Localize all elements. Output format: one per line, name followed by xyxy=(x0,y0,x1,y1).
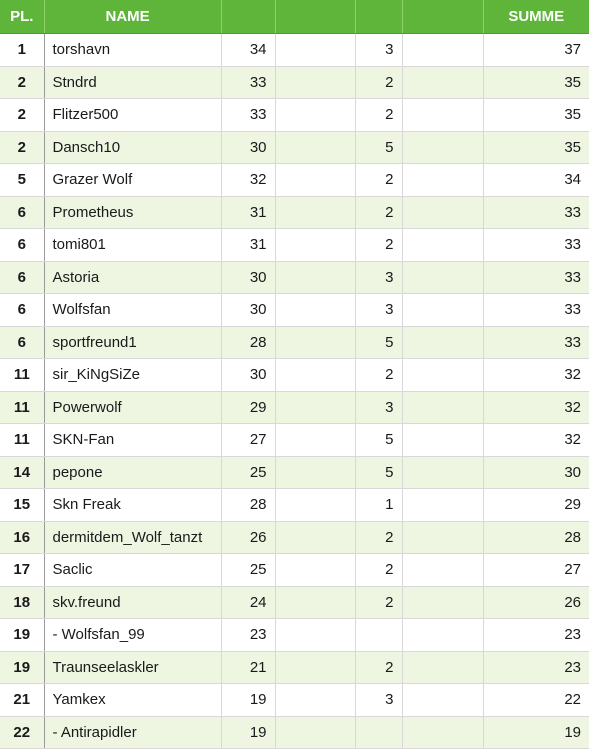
points-a-cell: 26 xyxy=(221,521,275,554)
rank-cell: 5 xyxy=(0,164,44,197)
points-a-cell: 30 xyxy=(221,131,275,164)
points-b-cell: 3 xyxy=(355,684,402,717)
header-sum: SUMME xyxy=(483,0,589,34)
name-cell: sir_KiNgSiZe xyxy=(44,359,221,392)
points-a-cell: 25 xyxy=(221,554,275,587)
points-a-cell: 19 xyxy=(221,684,275,717)
table-row xyxy=(0,489,589,522)
empty-cell xyxy=(275,391,355,424)
header-row xyxy=(0,0,589,34)
points-a-cell: 19 xyxy=(221,716,275,749)
sum-cell: 32 xyxy=(483,391,589,424)
name-cell: torshavn xyxy=(44,34,221,67)
points-a-cell: 30 xyxy=(221,261,275,294)
table-row xyxy=(0,294,589,327)
rank-cell: 15 xyxy=(0,489,44,522)
header-rank: PL. xyxy=(0,0,44,34)
points-a-cell: 23 xyxy=(221,619,275,652)
sum-cell: 33 xyxy=(483,261,589,294)
sum-cell: 22 xyxy=(483,684,589,717)
points-a-cell: 24 xyxy=(221,586,275,619)
empty-cell xyxy=(275,619,355,652)
name-cell: Grazer Wolf xyxy=(44,164,221,197)
empty-cell xyxy=(402,326,483,359)
rank-cell: 2 xyxy=(0,131,44,164)
points-a-cell: 33 xyxy=(221,99,275,132)
table-row xyxy=(0,34,589,67)
empty-cell xyxy=(402,424,483,457)
name-cell: Flitzer500 xyxy=(44,99,221,132)
sum-cell: 33 xyxy=(483,196,589,229)
points-a-cell: 28 xyxy=(221,326,275,359)
empty-cell xyxy=(275,456,355,489)
table-row xyxy=(0,554,589,587)
sum-cell: 33 xyxy=(483,326,589,359)
empty-cell xyxy=(402,456,483,489)
sum-cell: 29 xyxy=(483,489,589,522)
name-cell: dermitdem_Wolf_tanzt xyxy=(44,521,221,554)
sum-cell: 19 xyxy=(483,716,589,749)
empty-cell xyxy=(402,619,483,652)
sum-cell: 23 xyxy=(483,651,589,684)
rank-cell: 14 xyxy=(0,456,44,489)
table-row xyxy=(0,229,589,262)
name-cell: tomi801 xyxy=(44,229,221,262)
name-cell: - Antirapidler xyxy=(44,716,221,749)
points-a-cell: 27 xyxy=(221,424,275,457)
name-cell: sportfreund1 xyxy=(44,326,221,359)
rank-cell: 11 xyxy=(0,391,44,424)
empty-cell xyxy=(402,359,483,392)
empty-cell xyxy=(275,131,355,164)
header-col-gap2 xyxy=(402,0,483,34)
rank-cell: 19 xyxy=(0,619,44,652)
name-cell: - Wolfsfan_99 xyxy=(44,619,221,652)
points-b-cell: 2 xyxy=(355,99,402,132)
empty-cell xyxy=(275,326,355,359)
points-b-cell: 5 xyxy=(355,456,402,489)
points-b-cell: 2 xyxy=(355,554,402,587)
table-body xyxy=(0,34,589,749)
points-a-cell: 21 xyxy=(221,651,275,684)
rank-cell: 6 xyxy=(0,294,44,327)
header-col-b xyxy=(355,0,402,34)
points-b-cell: 1 xyxy=(355,489,402,522)
points-b-cell: 2 xyxy=(355,521,402,554)
table-row xyxy=(0,196,589,229)
table-row xyxy=(0,359,589,392)
name-cell: Stndrd xyxy=(44,66,221,99)
rank-cell: 2 xyxy=(0,66,44,99)
points-a-cell: 29 xyxy=(221,391,275,424)
sum-cell: 32 xyxy=(483,359,589,392)
rank-cell: 19 xyxy=(0,651,44,684)
sum-cell: 35 xyxy=(483,66,589,99)
header-col-gap xyxy=(275,0,355,34)
sum-cell: 37 xyxy=(483,34,589,67)
empty-cell xyxy=(275,424,355,457)
empty-cell xyxy=(275,586,355,619)
points-b-cell: 5 xyxy=(355,131,402,164)
rank-cell: 17 xyxy=(0,554,44,587)
empty-cell xyxy=(275,684,355,717)
table-row xyxy=(0,66,589,99)
points-a-cell: 28 xyxy=(221,489,275,522)
empty-cell xyxy=(402,651,483,684)
sum-cell: 27 xyxy=(483,554,589,587)
points-b-cell: 3 xyxy=(355,261,402,294)
points-a-cell: 25 xyxy=(221,456,275,489)
empty-cell xyxy=(402,294,483,327)
empty-cell xyxy=(402,521,483,554)
name-cell: Wolfsfan xyxy=(44,294,221,327)
empty-cell xyxy=(275,651,355,684)
points-a-cell: 31 xyxy=(221,196,275,229)
table-row xyxy=(0,424,589,457)
table-row xyxy=(0,521,589,554)
empty-cell xyxy=(275,359,355,392)
empty-cell xyxy=(275,34,355,67)
name-cell: Powerwolf xyxy=(44,391,221,424)
sum-cell: 26 xyxy=(483,586,589,619)
empty-cell xyxy=(275,554,355,587)
points-b-cell: 5 xyxy=(355,424,402,457)
table-row xyxy=(0,326,589,359)
points-a-cell: 32 xyxy=(221,164,275,197)
sum-cell: 33 xyxy=(483,294,589,327)
sum-cell: 32 xyxy=(483,424,589,457)
table-row xyxy=(0,716,589,749)
empty-cell xyxy=(275,196,355,229)
empty-cell xyxy=(402,66,483,99)
rank-cell: 1 xyxy=(0,34,44,67)
rank-cell: 6 xyxy=(0,196,44,229)
table-row xyxy=(0,391,589,424)
empty-cell xyxy=(402,716,483,749)
empty-cell xyxy=(275,229,355,262)
points-b-cell: 5 xyxy=(355,326,402,359)
points-b-cell: 3 xyxy=(355,391,402,424)
name-cell: SKN-Fan xyxy=(44,424,221,457)
header-col-a xyxy=(221,0,275,34)
empty-cell xyxy=(402,586,483,619)
table-row xyxy=(0,619,589,652)
sum-cell: 23 xyxy=(483,619,589,652)
name-cell: Prometheus xyxy=(44,196,221,229)
empty-cell xyxy=(402,196,483,229)
rank-cell: 21 xyxy=(0,684,44,717)
empty-cell xyxy=(275,489,355,522)
empty-cell xyxy=(402,261,483,294)
table-row xyxy=(0,99,589,132)
points-a-cell: 31 xyxy=(221,229,275,262)
empty-cell xyxy=(275,716,355,749)
empty-cell xyxy=(402,34,483,67)
name-cell: Saclic xyxy=(44,554,221,587)
sum-cell: 30 xyxy=(483,456,589,489)
points-b-cell xyxy=(355,619,402,652)
empty-cell xyxy=(275,261,355,294)
table-row xyxy=(0,261,589,294)
empty-cell xyxy=(402,554,483,587)
name-cell: Astoria xyxy=(44,261,221,294)
table-header xyxy=(0,0,589,34)
empty-cell xyxy=(402,684,483,717)
points-b-cell: 3 xyxy=(355,34,402,67)
table-row xyxy=(0,456,589,489)
points-a-cell: 30 xyxy=(221,294,275,327)
points-b-cell: 2 xyxy=(355,66,402,99)
table-row xyxy=(0,651,589,684)
empty-cell xyxy=(402,99,483,132)
empty-cell xyxy=(402,391,483,424)
empty-cell xyxy=(275,66,355,99)
rank-cell: 6 xyxy=(0,261,44,294)
points-b-cell: 2 xyxy=(355,359,402,392)
points-a-cell: 33 xyxy=(221,66,275,99)
points-b-cell: 2 xyxy=(355,586,402,619)
name-cell: Yamkex xyxy=(44,684,221,717)
points-a-cell: 30 xyxy=(221,359,275,392)
points-b-cell xyxy=(355,716,402,749)
table-row xyxy=(0,586,589,619)
empty-cell xyxy=(275,521,355,554)
rank-cell: 22 xyxy=(0,716,44,749)
points-b-cell: 2 xyxy=(355,164,402,197)
points-b-cell: 2 xyxy=(355,651,402,684)
sum-cell: 35 xyxy=(483,131,589,164)
rank-cell: 6 xyxy=(0,229,44,262)
points-a-cell: 34 xyxy=(221,34,275,67)
rank-cell: 6 xyxy=(0,326,44,359)
empty-cell xyxy=(402,229,483,262)
table-row xyxy=(0,131,589,164)
rank-cell: 11 xyxy=(0,424,44,457)
name-cell: Dansch10 xyxy=(44,131,221,164)
header-name: NAME xyxy=(44,0,221,34)
empty-cell xyxy=(275,99,355,132)
empty-cell xyxy=(275,294,355,327)
sum-cell: 34 xyxy=(483,164,589,197)
rank-cell: 11 xyxy=(0,359,44,392)
table-row xyxy=(0,164,589,197)
points-b-cell: 3 xyxy=(355,294,402,327)
sum-cell: 28 xyxy=(483,521,589,554)
points-b-cell: 2 xyxy=(355,229,402,262)
points-b-cell: 2 xyxy=(355,196,402,229)
name-cell: Skn Freak xyxy=(44,489,221,522)
sum-cell: 35 xyxy=(483,99,589,132)
sum-cell: 33 xyxy=(483,229,589,262)
empty-cell xyxy=(402,164,483,197)
empty-cell xyxy=(402,489,483,522)
name-cell: pepone xyxy=(44,456,221,489)
rank-cell: 18 xyxy=(0,586,44,619)
table-row xyxy=(0,684,589,717)
empty-cell xyxy=(275,164,355,197)
name-cell: Traunseelaskler xyxy=(44,651,221,684)
name-cell: skv.freund xyxy=(44,586,221,619)
rank-cell: 16 xyxy=(0,521,44,554)
rank-cell: 2 xyxy=(0,99,44,132)
empty-cell xyxy=(402,131,483,164)
